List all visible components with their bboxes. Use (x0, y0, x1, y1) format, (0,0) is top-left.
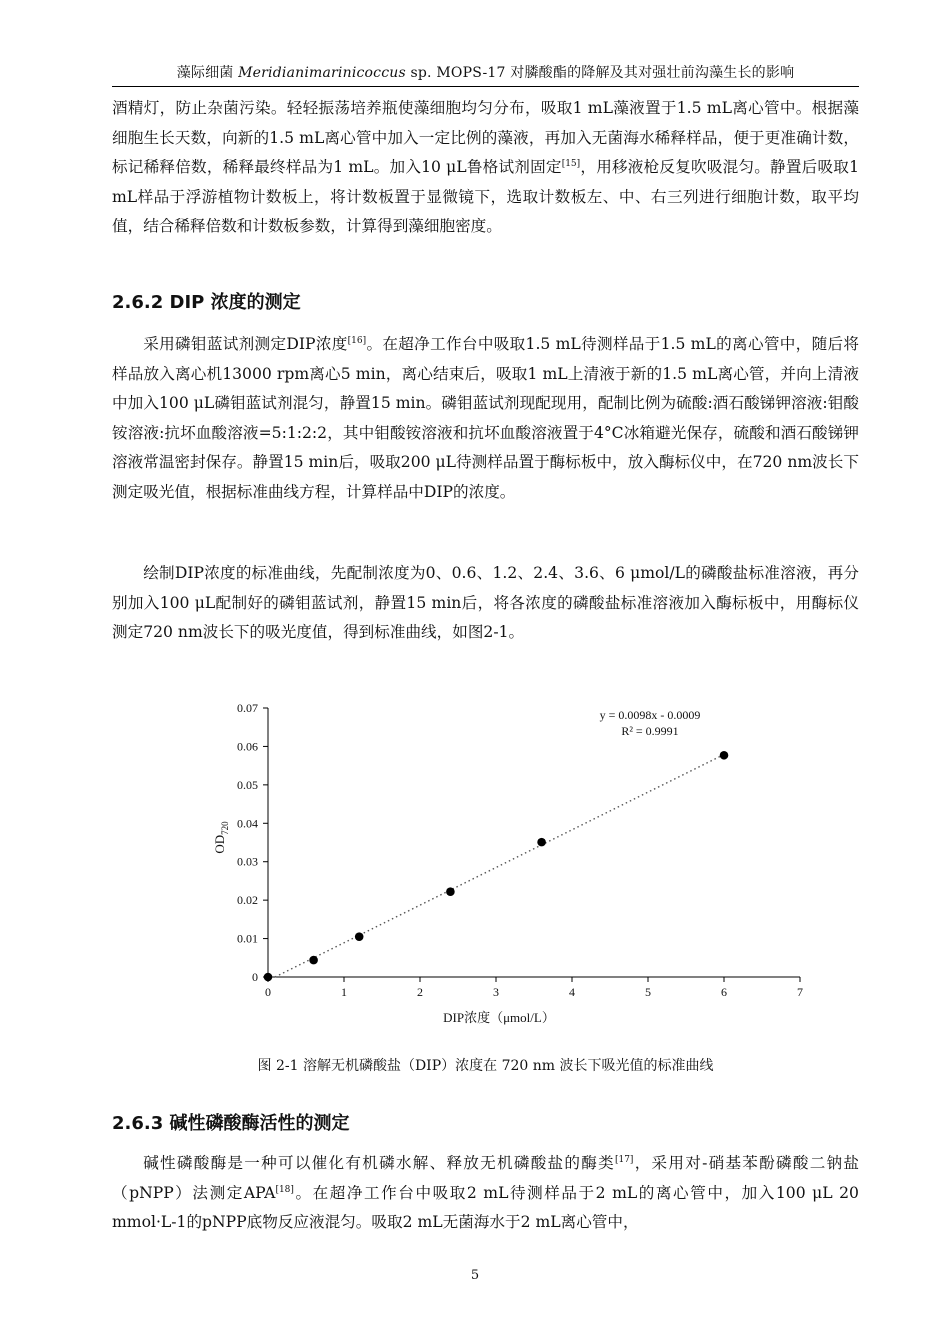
chart-ticks (237, 701, 803, 999)
x-tick-label: 3 (493, 985, 499, 999)
paragraph-text: ，用移液枪反复吹吸混匀。静置后吸取1 mL样品于浮游植物计数板上，将计数板置于显微镜下，选取计数板左、中、右三列进行细胞计数，取平均值，结合稀释倍数和计数板参数，计算得到藻细胞密度。 (112, 158, 859, 235)
data-point (309, 956, 318, 965)
trendline-equation: y = 0.0098x - 0.0009 (599, 708, 701, 722)
data-point (446, 887, 455, 896)
trendline (275, 754, 724, 977)
paragraph-text: ，采用对-硝基苯酚磷酸二钠盐（pNPP）法测定APA (112, 1154, 859, 1202)
x-tick-label: 2 (417, 985, 423, 999)
y-tick-label: 0.03 (237, 854, 258, 869)
figure-caption: 图 2-1 溶解无机磷酸盐（DIP）浓度在 720 nm 波长下吸光值的标准曲线 (257, 1058, 714, 1074)
svg-text:OD720 (212, 821, 230, 854)
data-point (355, 932, 364, 941)
paragraph-text: 酒精灯，防止杂菌污染。轻轻振荡培养瓶使藻细胞均匀分布，吸取1 mL藻液置于1.5 mL离心管中。根据藻细胞生长天数，向新的1.5 mL离心管中加入一定比例的藻液，再加入无菌海水稀释样品，便于更准确计数，标记稀释倍数，稀释最终样品为1 mL。加入10 μL鲁格试剂固定 (112, 99, 859, 176)
chart-axes (268, 708, 800, 977)
data-point (537, 838, 546, 847)
paragraph-dip-method (112, 330, 859, 507)
y-tick-label: 0.01 (237, 931, 258, 946)
paragraph-text: 。在超净工作台中吸取2 mL待测样品于2 mL的离心管中，加入100 μL 20 mmol·L-1的pNPP底物反应液混匀。吸取2 mL无菌海水于2 mL离心管中， (112, 1183, 859, 1231)
x-tick-label: 5 (645, 985, 651, 999)
y-tick-label: 0.05 (237, 777, 258, 792)
x-tick-label: 0 (265, 985, 271, 999)
citation-ref: [17] (614, 1154, 634, 1165)
x-tick-label: 7 (797, 985, 803, 999)
header-rule (112, 86, 859, 87)
x-tick-label: 6 (721, 985, 727, 999)
r-squared-label: R² = 0.9991 (621, 724, 679, 738)
header-title-suffix: sp. MOPS-17 对膦酸酯的降解及其对强壮前沟藻生长的影响 (405, 65, 795, 81)
y-tick-label: 0.06 (237, 739, 258, 754)
header-title-italic: Meridianimarinicoccus (238, 65, 406, 81)
paragraph-standard-curve: 绘制DIP浓度的标准曲线，先配制浓度为0、0.6、1.2、2.4、3.6、6 μmol/L的磷酸盐标准溶液，再分别加入100 μL配制好的磷钼蓝试剂，静置15 min后，将各浓度的磷酸盐标准溶液加入酶标板中，用酶标仪测定720 nm波长下的吸光度值，得到标准曲线，如图2-1。 (112, 564, 859, 641)
data-point (720, 751, 729, 760)
data-point (264, 973, 273, 982)
citation-ref: [15] (561, 158, 581, 169)
chart-trendline (275, 754, 724, 977)
section-heading-2-6-2: 2.6.2 DIP 浓度的测定 (112, 292, 301, 313)
x-tick-label: 1 (341, 985, 347, 999)
y-axis-label-main: OD (212, 834, 227, 854)
citation-ref: [16] (347, 335, 367, 346)
page-number: 5 (470, 1268, 480, 1283)
x-axis-label: DIP浓度（μmol/L） (443, 1010, 555, 1025)
y-tick-label: 0.04 (237, 816, 258, 831)
paragraph-apa-method (112, 1149, 859, 1238)
section-heading-2-6-3: 2.6.3 碱性磷酸酶活性的测定 (112, 1113, 350, 1134)
y-axis-label-sub: 720 (220, 821, 230, 835)
paragraph-text: 。在超净工作台中吸取1.5 mL待测样品于1.5 mL的离心管中，随后将样品放入离心机13000 rpm离心5 min，离心结束后，吸取1 mL上清液于新的1.5 mL离心管，并向上清液中加入100 μL磷钼蓝试剂混匀，静置15 min。磷钼蓝试剂现配现用，配制比例为硫酸:酒石酸锑钾溶液:钼酸铵溶液:抗坏血酸溶液=5:1:2:2，其中钼酸铵溶液和抗坏血酸溶液置于4°C冰箱避光保存，硫酸和酒石酸锑钾溶液常温密封保存。静置15 min后，吸取200 μL待测样品置于酶标板中，放入酶标仪中，在720 nm波长下测定吸光值，根据标准曲线方程，计算样品中DIP的浓度。 (112, 335, 860, 501)
standard-curve-chart (200, 690, 820, 1030)
citation-ref: [18] (275, 1184, 294, 1195)
paragraph-cell-counting (112, 94, 859, 242)
chart-points (264, 751, 729, 981)
header-title-prefix: 藻际细菌 (176, 65, 239, 81)
y-tick-label: 0.07 (237, 701, 258, 715)
y-tick-label: 0 (252, 970, 258, 984)
x-tick-label: 4 (569, 985, 575, 999)
running-header (112, 62, 859, 82)
y-axis-label (212, 821, 230, 854)
paragraph-text: 碱性磷酸酶是一种可以催化有机磷水解、释放无机磷酸盐的酶类 (143, 1154, 615, 1172)
y-tick-label: 0.02 (237, 893, 258, 908)
paragraph-text: 采用磷钼蓝试剂测定DIP浓度 (143, 335, 348, 353)
